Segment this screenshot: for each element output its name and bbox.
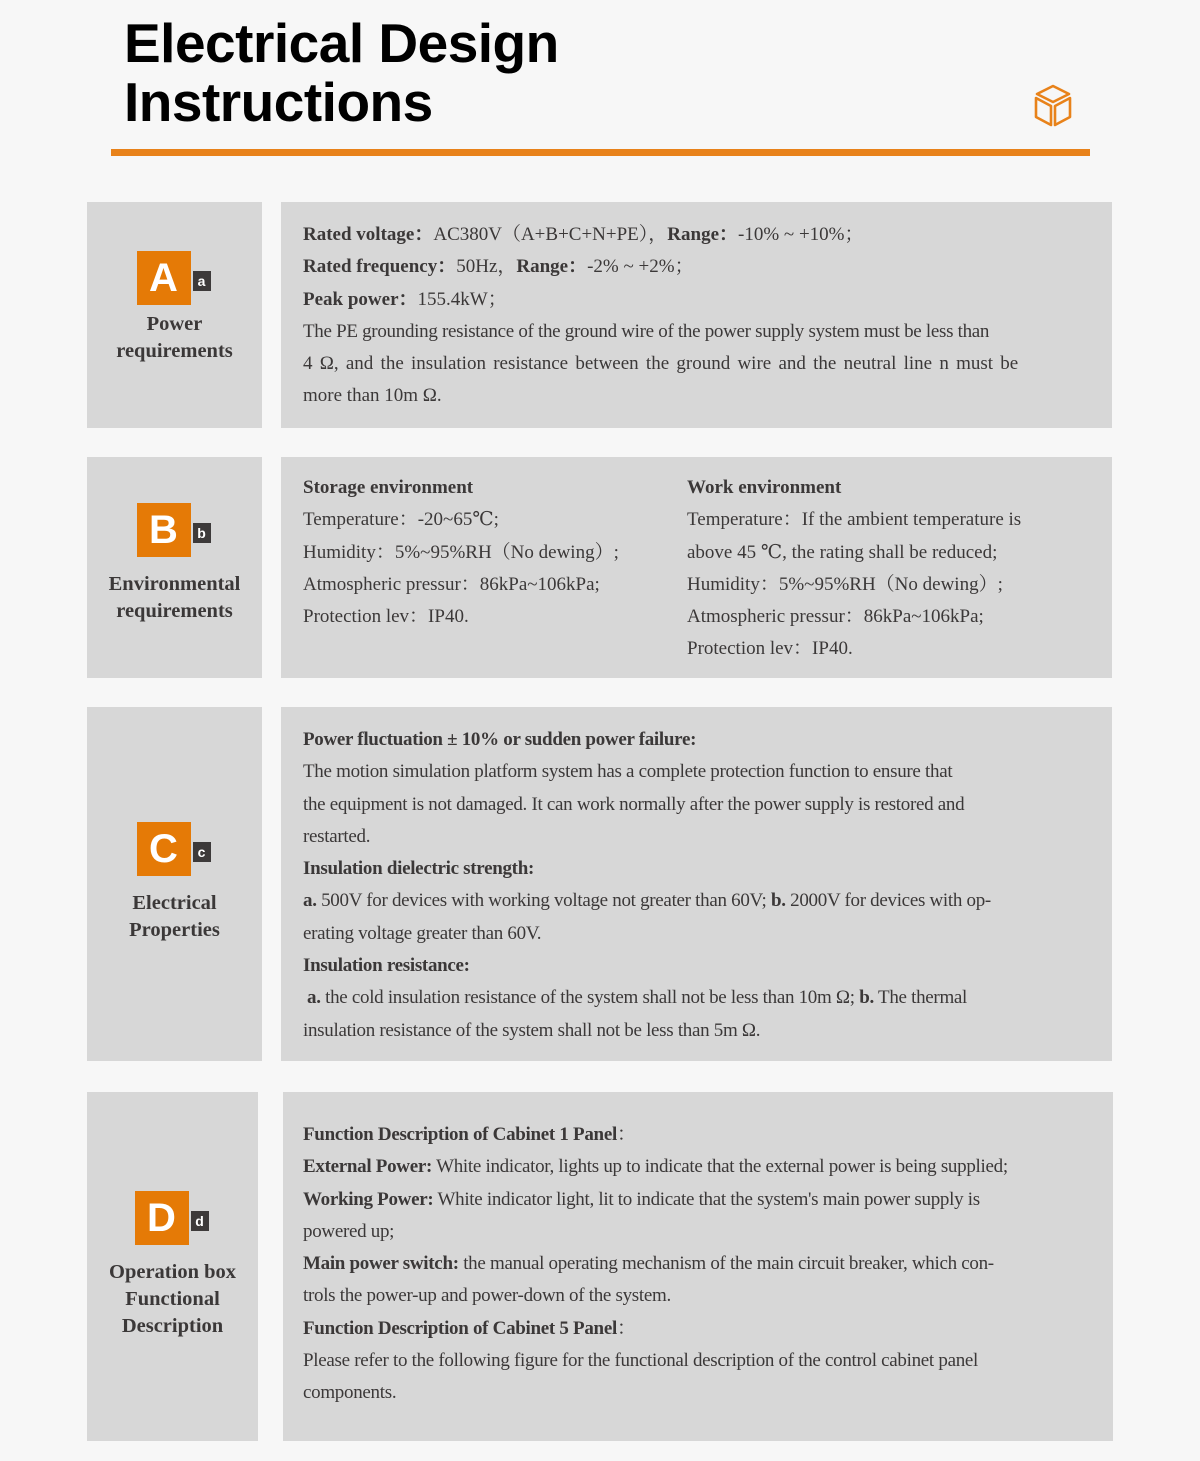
section-a-label-panel bbox=[87, 202, 262, 428]
badge-letter: D bbox=[135, 1191, 189, 1245]
section-badge bbox=[135, 1191, 211, 1245]
cabinet-5-heading: Function Description of Cabinet 5 Panel： bbox=[303, 1317, 636, 1339]
section-badge bbox=[137, 251, 213, 305]
section-b-content bbox=[281, 457, 1112, 678]
page-title-line2: Instructions bbox=[124, 71, 433, 133]
insulation-resistance-heading: Insulation resistance: bbox=[303, 955, 470, 977]
section-d-label-panel bbox=[87, 1092, 258, 1441]
rated-frequency-line: Rated frequency：50Hz，Range：-2% ~ +2%； bbox=[303, 256, 694, 278]
work-heading: Work environment bbox=[687, 477, 842, 498]
section-title: Operation box Functional Description bbox=[109, 1261, 236, 1337]
section-title: Environmental requirements bbox=[108, 572, 241, 622]
grounding-text: The PE grounding resistance of the ground wire of the power supply system must be less than bbox=[303, 320, 990, 342]
section-d-content: Function Description of Cabinet 1 Panel： External Power: White indicator, lights up to indicate that the external power is being supplied; Working Power: White indicator light, lit to indicate that the system's main power supply is powered up; Main power switch: the manual operating mechanism of the main circuit breaker, which con- trols the power-up and power-down of the system. Function Description of Cabinet 5 Panel： Please refer to the following figure for the functional description of the control cabinet panel components. bbox=[283, 1092, 1113, 1441]
badge-sub-letter: c bbox=[191, 842, 211, 862]
section-title: Electrical Properties bbox=[129, 892, 220, 941]
section-title: Power requirements bbox=[116, 313, 233, 362]
badge-letter: C bbox=[137, 822, 191, 876]
dielectric-strength-heading: Insulation dielectric strength: bbox=[303, 858, 535, 880]
grounding-text: more than 10m Ω. bbox=[303, 385, 442, 407]
cabinet-1-heading: Function Description of Cabinet 1 Panel： bbox=[303, 1124, 636, 1145]
title-underline bbox=[111, 149, 1090, 156]
badge-sub-letter: b bbox=[191, 523, 211, 543]
section-a-content bbox=[281, 202, 1112, 428]
peak-power-line: Peak power：155.4kW； bbox=[303, 288, 507, 310]
badge-sub-letter: d bbox=[189, 1211, 209, 1231]
badge-letter: B bbox=[137, 503, 191, 557]
grounding-text: 4 Ω, and the insulation resistance between the ground wire and the neutral line n must be bbox=[303, 353, 1019, 375]
section-c-content: Power fluctuation ± 10% or sudden power failure: The motion simulation platform system has a complete protection function to ensure that the equipment is not damaged. It can work normally after the power supply is restored and restarted. Insulation dielectric strength: a. 500V for devices with working voltage not greater than 60V; b. 2000V for devices with op- erating voltage greater than 60V. Insulation resistance: a. the cold insulation resistance of the system shall not be less than 10m Ω; b. The thermal insulation resistance of the system shall not be less than 5m Ω. bbox=[281, 707, 1112, 1061]
power-fluctuation-heading: Power fluctuation ± 10% or sudden power failure: bbox=[303, 729, 697, 750]
work-environment: Work environment Temperature：If the ambient temperature is above 45 ℃, the rating shall be reduced; Humidity：5%~95%RH（No dewing）; Atmospheric pressur：86kPa~106kPa; Protection lev：IP40. bbox=[687, 472, 1087, 666]
page-title-line1: Electrical Design bbox=[124, 12, 559, 74]
storage-environment: Storage environment Temperature：-20~65℃; Humidity：5%~95%RH（No dewing）; Atmospheric pressur：86kPa~106kPa; Protection lev：IP40. bbox=[303, 472, 687, 666]
storage-heading: Storage environment bbox=[303, 477, 474, 498]
badge-letter: A bbox=[137, 251, 191, 305]
section-badge bbox=[137, 503, 213, 557]
section-badge bbox=[137, 822, 213, 876]
cube-icon bbox=[1033, 84, 1073, 128]
badge-sub-letter: a bbox=[191, 271, 211, 291]
section-c-label-panel bbox=[87, 707, 262, 1061]
section-b-label-panel bbox=[87, 457, 262, 678]
page-title bbox=[124, 14, 559, 132]
rated-voltage-line: Rated voltage：AC380V（A+B+C+N+PE），Range：-10% ~ +10%； bbox=[303, 224, 864, 245]
